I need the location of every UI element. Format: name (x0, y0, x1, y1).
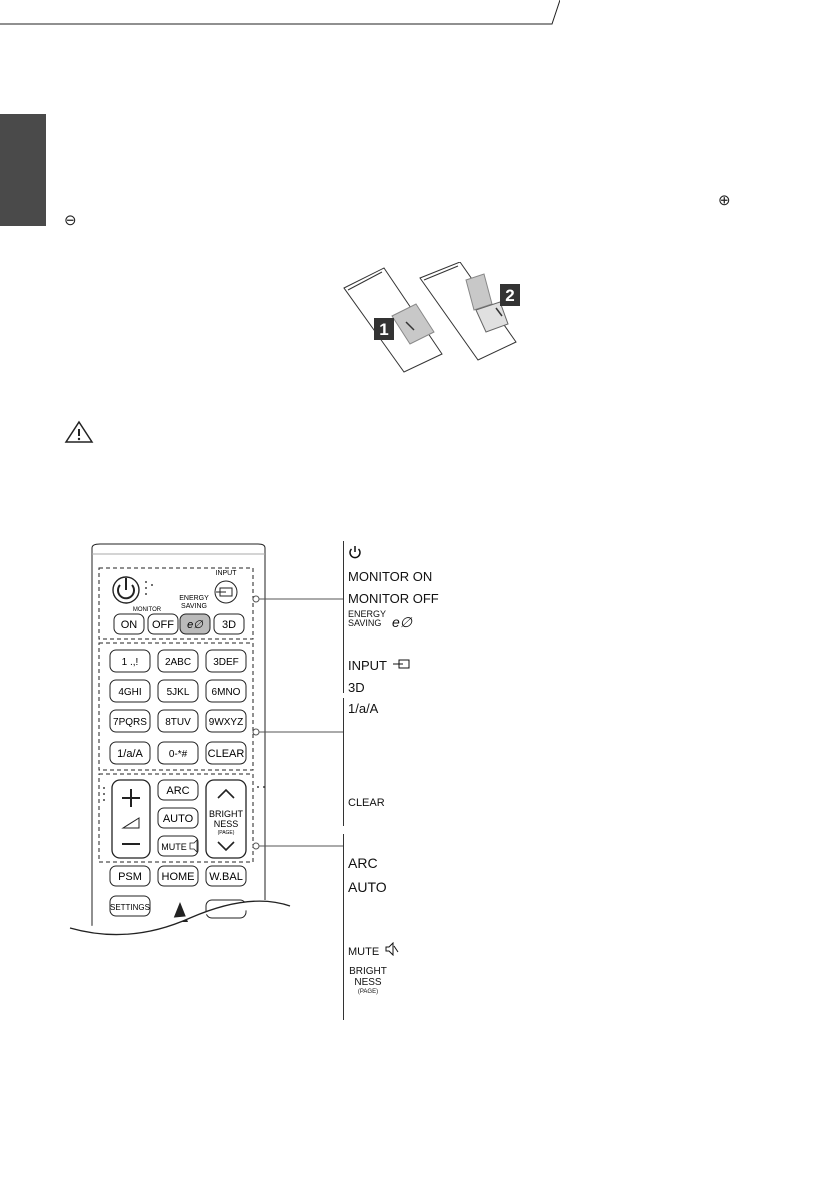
monitor-off-label: MONITOR OFF (348, 591, 439, 606)
numpad-key-5: 5JKL (166, 687, 190, 698)
energy-saving-icon: e∅ (392, 614, 412, 630)
settings-button (110, 896, 150, 916)
arc-button (158, 780, 198, 800)
step-1-badge (374, 318, 394, 340)
three-d-button (214, 614, 244, 634)
wbal-text: W.BAL (209, 871, 243, 883)
power-button (113, 577, 153, 603)
callout-connectors (253, 596, 344, 849)
mute-text: MUTE (161, 842, 187, 852)
numpad-key-4: 4GHI (118, 687, 142, 698)
monitor-off-text: OFF (152, 619, 174, 631)
clear-label: CLEAR (348, 797, 385, 809)
psm-button (110, 866, 150, 886)
header-rule (0, 0, 560, 36)
remote-control-diagram (60, 540, 350, 950)
bracket-group-3 (343, 834, 344, 1020)
energy-label-2: SAVING (181, 603, 207, 610)
auto-label: AUTO (348, 879, 387, 895)
energy-saving-button (180, 614, 210, 634)
mute-button (158, 836, 198, 856)
three-d-text: 3D (221, 619, 237, 631)
numpad-key-1aa: 1/a/A (117, 748, 143, 760)
brightness-text-1: BRIGHT (208, 809, 244, 819)
auto-button (158, 808, 198, 828)
warning-triangle-icon (64, 420, 94, 444)
battery-cover-illustration (334, 262, 530, 374)
bracket-group-2 (343, 698, 344, 826)
energy-saving-label: ENERGY SAVING (348, 609, 387, 628)
wbal-button (206, 866, 246, 886)
home-text: HOME (161, 871, 195, 883)
input-button (215, 581, 237, 603)
brightness-text-2: NESS (213, 819, 239, 829)
arc-text: ARC (166, 785, 190, 797)
numpad-key-9: 9WXYZ (208, 717, 244, 728)
brightness-page-text: (PAGE) (217, 830, 235, 836)
psm-text: PSM (118, 871, 142, 883)
one-a-a-label: 1/a/A (348, 701, 379, 716)
step-1-number: 1 (379, 320, 389, 339)
mute-label: MUTE (348, 946, 380, 958)
step-2-number: 2 (505, 286, 515, 305)
monitor-on-label: MONITOR ON (348, 569, 433, 584)
numpad-key-8: 8TUV (165, 717, 191, 728)
numpad (110, 650, 246, 764)
volume-rocker (103, 780, 150, 858)
monitor-group-label: MONITOR (132, 607, 162, 613)
brightness-label: BRIGHT NESS (PAGE) (349, 966, 387, 995)
battery-plus-symbol: ⊕ (718, 192, 731, 209)
step-2-badge (500, 284, 520, 306)
three-d-label: 3D (348, 680, 365, 695)
monitor-off-button (148, 614, 178, 634)
numpad-key-7: 7PQRS (113, 717, 147, 728)
auto-text: AUTO (162, 813, 194, 825)
home-button (158, 866, 198, 886)
bracket-group-1 (343, 541, 344, 693)
battery-minus-symbol: ⊖ (64, 212, 77, 229)
numpad-key-0: 0-*# (168, 749, 188, 760)
power-icon (348, 545, 362, 559)
monitor-on-button (114, 614, 144, 634)
input-label: INPUT (348, 658, 387, 673)
input-icon (393, 657, 411, 671)
monitor-on-text: ON (120, 619, 138, 631)
numpad-key-1: 1 .,! (121, 657, 139, 668)
numpad-key-2: 2ABC (164, 657, 192, 668)
input-button-label: INPUT (215, 570, 237, 577)
settings-text: SETTINGS (109, 903, 151, 912)
energy-saving-text: e∅ (187, 619, 203, 631)
mute-icon (385, 942, 399, 956)
language-side-tab (0, 114, 46, 226)
arc-label: ARC (348, 855, 378, 871)
numpad-key-3: 3DEF (213, 657, 239, 668)
numpad-key-6: 6MNO (211, 687, 241, 698)
numpad-key-clear: CLEAR (207, 748, 245, 760)
energy-label-1: ENERGY (179, 595, 209, 602)
